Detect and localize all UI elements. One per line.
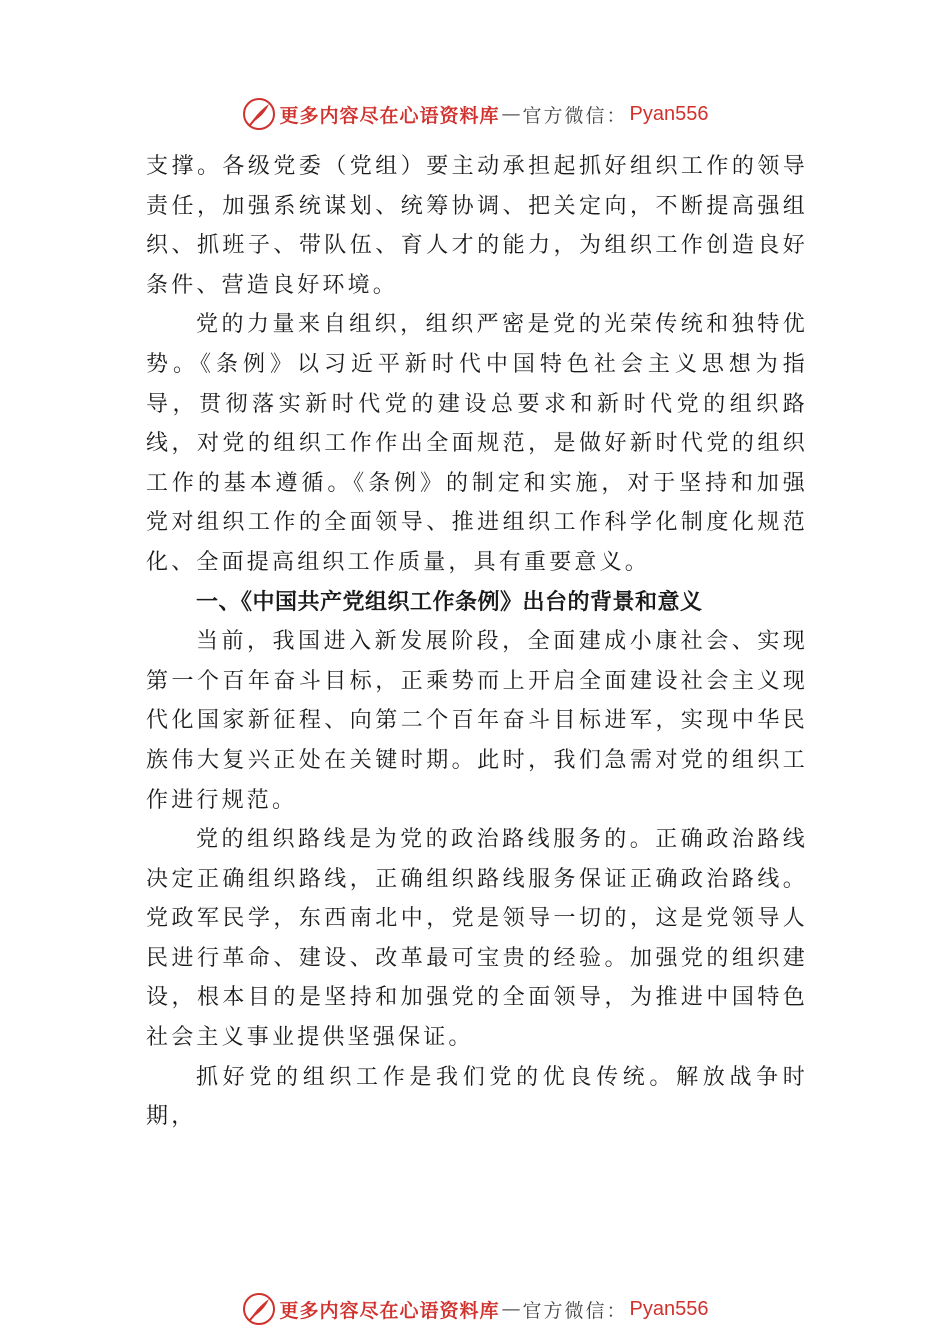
feather-pen-logo-icon: [242, 1292, 276, 1326]
banner-wechat-id: Pyan556: [629, 1297, 709, 1320]
paragraph-2: 党的力量来自组织，组织严密是党的光荣传统和独特优势。《条例》以习近平新时代中国特色社会主义思想为指导，贯彻落实新时代党的建设总要求和新时代党的组织路线，对党的组织工作作出全面规范，是做好新时代党的组织工作的基本遵循。《条例》的制定和实施，对于坚持和加强党对组织工作的全面领导、推进组织工作科学化制度化规范化、全面提高组织工作质量，具有重要意义。: [146, 312, 808, 575]
banner-brand-text: 更多内容尽在心语资料库: [279, 104, 500, 127]
section-heading: 一、《中国共产党组织工作条例》出台的背景和意义: [196, 589, 703, 615]
document-body: [146, 147, 808, 1137]
banner-brand-text: 更多内容尽在心语资料库: [279, 1299, 500, 1322]
banner-wechat-label: 官方微信：: [522, 1299, 628, 1322]
paragraph-4: 党的组织路线是为党的政治路线服务的。正确政治路线决定正确组织路线，正确组织路线服务保证正确政治路线。 党政军民学，东西南北中，党是领导一切的，这是党领导人民进行革命、建设、改革最可宝贵的经验。加强党的组织建设，根本目的是坚持和加强党的全面领导，为推进中国特色社会主义事业提供坚强保证。: [146, 827, 808, 1051]
banner-wechat-label: 官方微信：: [522, 104, 628, 127]
banner-wechat-id: Pyan556: [629, 102, 709, 125]
header-banner: [0, 94, 950, 134]
paragraph-3: 当前，我国进入新发展阶段，全面建成小康社会、实现第一个百年奋斗目标，正乘势而上开启全面建设社会主义现代化国家新征程、向第二个百年奋斗目标进军，实现中华民族伟大复兴正处在关键时期。此时，我们急需对党的组织工作进行规范。: [146, 629, 808, 813]
paragraph-5: 抓好党的组织工作是我们党的优良传统。解放战争时期，: [146, 1064, 808, 1130]
banner-separator: —: [501, 1298, 521, 1320]
footer-banner: [0, 1289, 950, 1329]
feather-pen-logo-icon: [242, 97, 276, 131]
banner-separator: —: [501, 103, 521, 125]
paragraph-1: 支撑。各级党委（党组）要主动承担起抓好组织工作的领导责任，加强系统谋划、统筹协调、把关定向，不断提高强组织、抓班子、带队伍、育人才的能力，为组织工作创造良好条件、营造良好环境。: [146, 154, 808, 298]
